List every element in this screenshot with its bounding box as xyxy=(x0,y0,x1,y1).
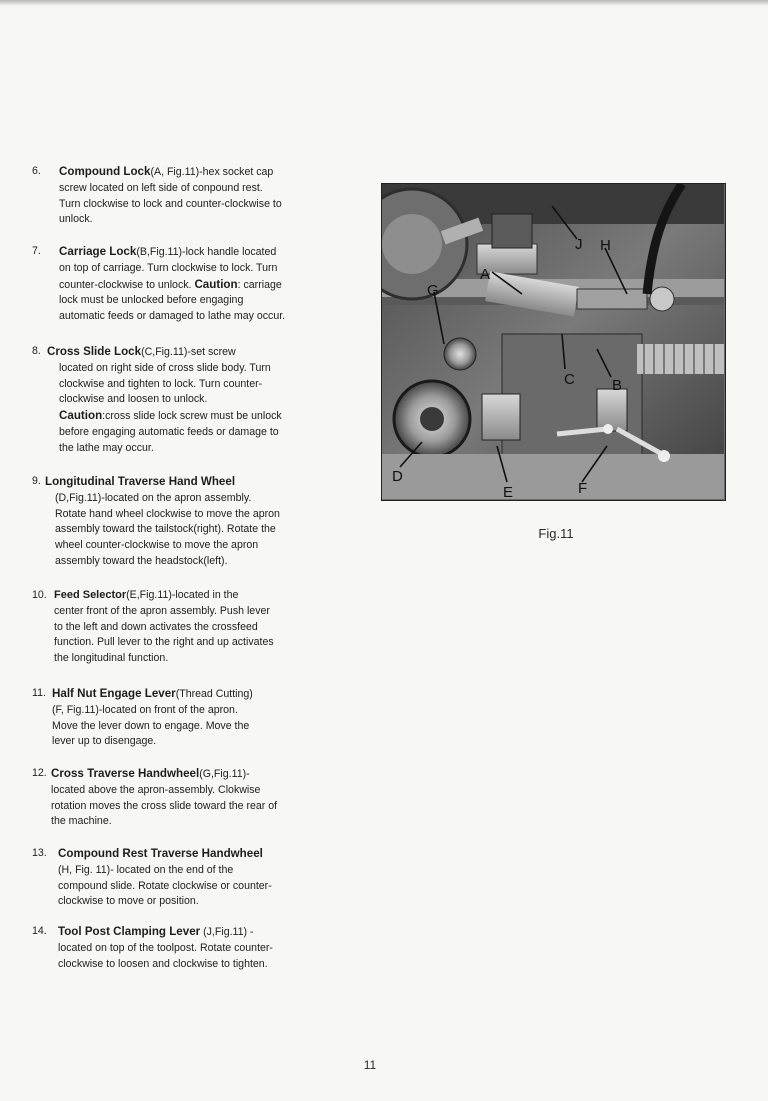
item-text: counter-clockwise to unlock. xyxy=(59,278,192,291)
item-text: (J,Fig.11) - xyxy=(200,926,254,938)
item-text: automatic feeds or damaged to lathe may occur. xyxy=(59,310,286,323)
item-title: Cross Slide Lock xyxy=(47,345,142,358)
item-text: center front of the apron assembly. Push lever xyxy=(54,604,270,617)
item-number: 11. xyxy=(32,687,46,699)
item-title: Carriage Lock xyxy=(59,245,137,258)
item-text: lever up to disengage. xyxy=(52,735,157,748)
item-text: (H, Fig. 11)- located on the end of the xyxy=(58,863,234,876)
item-text: located on top of the toolpost. Rotate counter- xyxy=(58,941,273,954)
item-number: 8. xyxy=(32,345,41,357)
figure-caption: Fig.11 xyxy=(538,526,574,541)
item-text: (Thread Cutting) xyxy=(175,688,253,700)
item-text: on top of carriage. Turn clockwise to lock. Turn xyxy=(59,261,278,274)
item-number: 6. xyxy=(32,165,41,177)
item-text: (D,Fig.11)-located on the apron assembly. xyxy=(55,491,252,504)
item-number: 10. xyxy=(32,589,47,601)
item-text: (F, Fig.11)-located on front of the apron. xyxy=(52,703,238,716)
item-text: wheel counter-clockwise to move the apron xyxy=(55,539,259,552)
item-text: assembly toward the tailstock(right). Rotate the xyxy=(55,523,276,536)
callout-b: B xyxy=(612,377,623,394)
item-number: 7. xyxy=(32,245,41,257)
callout-f: F xyxy=(578,480,588,497)
item-title: Half Nut Engage Lever xyxy=(52,687,176,700)
callout-d: D xyxy=(392,468,403,485)
item-text: (C,Fig.11)-set screw xyxy=(141,346,236,358)
item-text: the lathe may occur. xyxy=(59,441,154,454)
item-text: clockwise to loosen and clockwise to tighten. xyxy=(58,957,268,970)
item-text: the machine. xyxy=(51,815,112,828)
item-text: (G,Fig.11)- xyxy=(199,768,250,780)
item-text: (A, Fig.11)-hex socket cap xyxy=(150,166,274,178)
item-text: located on right side of cross slide body. Turn xyxy=(59,361,271,374)
item-text: carriage xyxy=(243,278,282,291)
caution-label: Caution xyxy=(59,409,103,423)
item-text: to the left and down activates the crossfeed xyxy=(54,620,258,633)
item-text: before engaging automatic feeds or damage to xyxy=(59,425,279,438)
scan-edge-shadow xyxy=(0,0,768,6)
item-text: function. Pull lever to the right and up activates xyxy=(54,636,274,649)
item-text: unlock. xyxy=(59,213,93,226)
item-text: clockwise and tighten to lock. Turn counter- xyxy=(59,377,263,390)
lathe-illustration xyxy=(382,184,724,499)
lathe-carriage-photo xyxy=(381,183,726,501)
item-text: Move the lever down to engage. Move the xyxy=(52,719,250,732)
item-text: assembly toward the headstock(left). xyxy=(55,554,228,567)
item-text: compound slide. Rotate clockwise or counter- xyxy=(58,879,272,892)
callout-h: H xyxy=(600,237,611,254)
item-text: located above the apron-assembly. Clokwise xyxy=(51,783,261,796)
item-text: cross slide lock screw must be unlock xyxy=(105,410,282,423)
item-number: 13. xyxy=(32,847,47,859)
item-text: Turn clockwise to lock and counter-clockwise to xyxy=(59,197,282,210)
caution-label: Caution xyxy=(194,277,238,291)
item-number: 12. xyxy=(32,767,47,779)
item-title: Cross Traverse Handwheel xyxy=(51,767,200,780)
item-title: Compound Rest Traverse Handwheel xyxy=(58,847,263,860)
item-title: Tool Post Clamping Lever xyxy=(58,925,201,938)
callout-e: E xyxy=(503,484,514,499)
item-number: 9. xyxy=(32,475,41,487)
callout-g: G xyxy=(427,282,439,299)
manual-page: 6. Compound Lock(A, Fig.11)-hex socket cap screw located on left side of conpound rest. Turn clockwise to lock and counter-clockwise to unlock. 7. Carriage Lock(B,Fig.11)-lock handle located on top of carriage. Turn clockwise to lock. Turn counter-clockwise to unlock. Caution: carriage lock must be unlocked before engaging automatic feeds or damaged to lathe may occur. 8. Cross Slide Lock(C,Fig.11)-set screw located on right side of cross slide body. Turn clockwise and tighten to lock. Turn counter- clockwise and loosen to unlock. Caution:cross slide lock screw must be unlock before engaging automatic feeds or damage to the lathe may occur. 9. Longitudinal Traverse Hand Wheel (D,Fig.11)-located on the apron assembly. Rotate hand wheel clockwise to move the apron assembly toward the tailstock(right). Rotate the wheel counter-clockwise to move the apron assembly toward the headstock(left). 10. Feed Selector(E,Fig.11)-located in the center front of the apron assembly. Push lever to the left and down activates the crossfeed function. Pull lever to the right and up activates the longitudinal function. 11. Half Nut Engage Lever(Thread Cutting) (F, Fig.11)-located on front of the apron. Move the lever down to engage. Move the lever up to disengage. 12. Cross Traverse Handwheel(G,Fig.11)- located above the apron-assembly. Clokwise rotation moves the cross slide toward the rear of the machine. 13. Compound Rest Traverse Handwheel (H, Fig. 11)- located on the end of the compound slide. Rotate clockwise or counter- clockwise to move or position. 14. Tool Post Clamping Lever (J,Fig.11) - located on top of the toolpost. Rotate counter- clockwise to loosen and clockwise to tighten. J H G A C B D E F Fig.11 11 xyxy=(0,0,768,1101)
item-title: Compound Lock xyxy=(59,165,151,178)
item-title: Longitudinal Traverse Hand Wheel xyxy=(45,475,236,488)
item-number: 14. xyxy=(32,925,47,937)
item-text: lock must be unlocked before engaging xyxy=(59,294,244,307)
item-text: Rotate hand wheel clockwise to move the apron xyxy=(55,507,280,520)
item-text: the longitudinal function. xyxy=(54,652,169,665)
item-text: rotation moves the cross slide toward the rear of xyxy=(51,799,278,812)
item-text: (B,Fig.11)-lock handle located xyxy=(136,246,277,258)
callout-a: A xyxy=(480,266,491,283)
item-text: (E,Fig.11)-located in the xyxy=(126,589,239,601)
item-text: clockwise and loosen to unlock. xyxy=(59,393,208,406)
item-text: clockwise to move or position. xyxy=(58,895,199,908)
item-title: Feed Selector xyxy=(54,589,127,601)
item-text: screw located on left side of conpound rest. xyxy=(59,181,263,194)
callout-j: J xyxy=(575,236,583,253)
page-number: 11 xyxy=(363,1058,377,1072)
callout-c: C xyxy=(564,371,575,388)
